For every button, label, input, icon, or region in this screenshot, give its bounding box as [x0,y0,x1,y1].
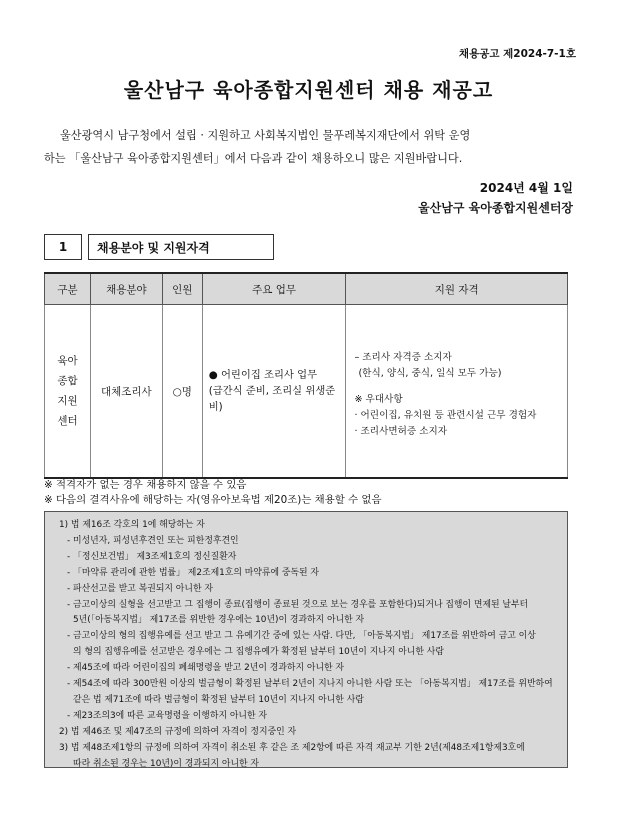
list-item: - 미성년자, 피성년후견인 또는 피한정후견인 [67,535,239,546]
list-item: - 제54조에 따라 300만원 이상의 벌금형이 확정된 날부터 2년이 지나지 아니한 사람 또는 「아동복지법」 제17조를 위반하여 [67,679,553,690]
section-title: 채용분야 및 지원자격 [88,234,274,260]
note-item: ※ 적격자가 없는 경우 채용하지 않을 수 있음 [44,479,247,491]
category-cell [45,305,91,479]
category-line: 센터 [57,415,78,427]
qualification-requirement: – 조리사 자격증 소지자 [354,352,452,363]
duty-cell [202,305,346,479]
intro-line-2: 하는 「울산남구 육아종합지원센터」에서 다음과 같이 채용하오니 많은 지원바랍니다. [44,152,463,165]
list-item: - 「정신보건법」 제3조제1호의 정신질환자 [67,551,237,562]
duty-line: (급간식 준비, 조리실 위생준비) [208,385,336,413]
header-field: 채용분야 [90,273,162,305]
list-item: 1) 법 제16조 각호의 1에 해당하는 자 [59,520,205,530]
list-item: - 「마약류 관리에 관한 법률」 제2조제1호의 마약류에 중독된 자 [67,567,319,578]
recruitment-table [44,272,568,479]
issuing-organization: 울산남구 육아종합지원센터장 [418,201,573,215]
header-duty: 주요 업무 [202,273,346,305]
category-line: 지원 [57,395,78,407]
list-item: 같은 법 제71조에 따라 벌금형이 확정된 날부터 10년이 지나지 아니한 사람 [73,694,364,705]
count-cell: ○명 [162,305,202,479]
duty-line: ● 어린이집 조리사 업무 [208,369,318,381]
list-item: 따라 취소된 경우는 10년)이 경과되지 아니한 자 [73,758,259,769]
list-item: 2) 법 제46조 및 제47조의 규정에 의하여 자격이 정지중인 자 [59,726,297,737]
section-number: 1 [44,234,82,260]
header-qualification: 지원 자격 [346,273,568,305]
list-item: 3) 법 제48조제1항의 규정에 의하여 자격이 취소된 후 같은 조 제2항에 따른 자격 재교부 기한 2년(제48조제1항제3호에 [59,742,525,753]
page-title: 울산남구 육아종합지원센터 채용 재공고 [123,78,494,102]
list-item: - 파산선고를 받고 복권되지 아니한 자 [67,583,213,594]
preference-title: ※ 우대사항 [354,394,403,405]
note-item: ※ 다음의 결격사유에 해당하는 자(영유아보육법 제20조)는 채용할 수 없음 [44,493,382,506]
preference-item: · 어린이집, 유치원 등 관련시설 근무 경험자 [354,410,537,421]
disqualification-box [44,511,568,768]
intro-paragraph [44,124,577,170]
intro-line-1: 울산광역시 남구청에서 설립 · 지원하고 사회복지법인 물푸레복지재단에서 위탁 운영 [60,129,471,142]
list-item: - 제45조에 따라 어린이집의 폐쇄명령을 받고 2년이 경과하지 아니한 자 [67,663,345,674]
category-line: 육아 [57,355,78,367]
category-line: 종합 [57,375,78,387]
list-item: 의 형의 집행유예를 선고받은 경우에는 그 집행유예가 확정된 날부터 10년이 지나지 아니한 사람 [73,647,444,658]
table-header-row [45,273,568,305]
list-item: - 제23조의3에 따른 교육명령을 이행하지 아니한 자 [67,710,267,721]
notice-date: 2024년 4월 1일 [479,181,573,195]
field-cell: 대체조리사 [90,305,162,479]
list-item: - 금고이상의 형의 집행유예를 선고 받고 그 유예기간 중에 있는 사람. 다만, 「아동복지법」 제17조를 위반하여 금고 이상 [67,631,536,642]
header-category: 구분 [45,273,91,305]
header-count: 인원 [162,273,202,305]
qualification-requirement-note: (한식, 양식, 중식, 일식 모두 가능) [358,368,502,379]
qualification-cell [346,305,568,479]
notice-number: 채용공고 제2024-7-1호 [458,48,576,60]
list-item: 5년(「아동복지법」 제17조를 위반한 경우에는 10년)이 경과하지 아니한 자 [73,615,365,626]
preference-item: · 조리사면허증 소지자 [354,426,447,437]
list-item: - 금고이상의 실형을 선고받고 그 집행이 종료(집행이 종료된 것으로 보는 경우를 포함한다)되거나 집행이 면제된 날부터 [67,599,529,610]
notes [44,478,382,507]
table-row [45,305,568,479]
